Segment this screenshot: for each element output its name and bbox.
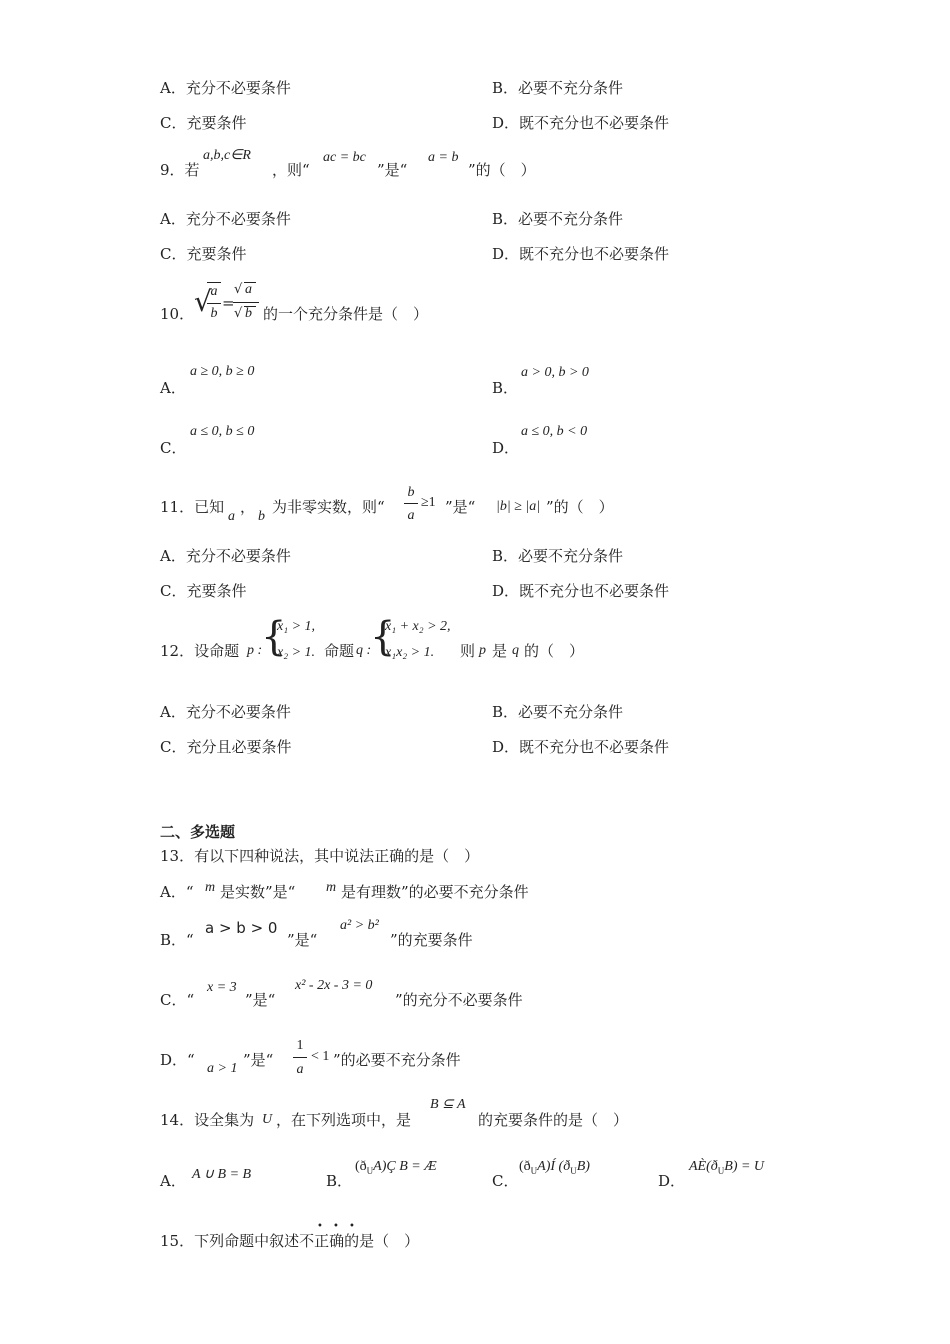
q10-option-c-label: C． — [160, 439, 187, 457]
emphasis-dot-icon: • — [333, 1221, 339, 1232]
q13-c-expr-2: x² - 2x - 3 = 0 — [295, 978, 373, 993]
q12-p1: x₁ > 1, — [277, 619, 316, 634]
q9-is: ”是“ — [377, 161, 408, 179]
q13-d-mid: ”是“ — [243, 1051, 274, 1069]
q13-a-pre: A．“ — [160, 883, 194, 901]
sqrt-icon: √ — [194, 285, 212, 318]
q14-option-d-label: D． — [658, 1172, 686, 1190]
emphasis-dot-icon: • — [317, 1221, 323, 1232]
q9-condition: a,b,c∈R — [203, 148, 251, 163]
q13-b-expr-2: a² > b² — [340, 918, 379, 933]
q11-var-b: b — [258, 509, 265, 524]
q11-mid: 为非零实数，则“ — [272, 498, 385, 516]
q11-abs: |b| ≥ |a| — [496, 499, 541, 514]
q10-option-a-label: A． — [160, 379, 186, 397]
left-brace-icon: { — [261, 614, 287, 660]
q12-q2: x₁x₂ > 1. — [385, 645, 435, 660]
q12-tail-pre: 则 — [460, 642, 476, 660]
q8-option-c: C．充要条件 — [160, 114, 247, 132]
q13-b-pre: B．“ — [160, 931, 194, 949]
q13-b-expr-1: a > b > 0 — [205, 919, 278, 937]
q8-option-d: D．既不充分也不必要条件 — [492, 114, 670, 132]
q13-b-tail: ”的充要条件 — [390, 931, 473, 949]
q10-lhs-numerator: a — [210, 284, 218, 299]
q11-var-a: a — [228, 509, 235, 524]
q14-option-c: $(ð_UA)Í$ $(ð_UB)$ — [519, 1159, 590, 1176]
q12-option-c: C．充分且必要条件 — [160, 738, 292, 756]
q9-tail: ”的（ ） — [468, 161, 536, 179]
q13-a-tail: 是有理数”的必要不充分条件 — [341, 883, 529, 901]
q13-c-expr-1: x = 3 — [207, 980, 237, 995]
q13-a-m2: m — [326, 880, 337, 895]
q10-option-d-label: D． — [492, 439, 520, 457]
q12-option-a: A．充分不必要条件 — [160, 703, 291, 721]
q10-option-b: a > 0, b > 0 — [521, 365, 589, 380]
q12-p2: x₂ > 1. — [277, 645, 316, 660]
q13-d-tail: ”的必要不充分条件 — [333, 1051, 461, 1069]
q13-a-m1: m — [205, 880, 216, 895]
q12-tail: 的（ ） — [524, 642, 585, 660]
q13-c-tail: ”的充分不必要条件 — [395, 991, 523, 1009]
q13-b-mid: ”是“ — [287, 931, 318, 949]
q11-ge1: ≥1 — [421, 495, 436, 510]
q14-U: U — [262, 1112, 273, 1127]
q9-option-a: A．充分不必要条件 — [160, 210, 291, 228]
q15-stem: 15．下列命题中叙述不正确的是（ ） — [160, 1232, 420, 1250]
sqrt-icon: √ — [234, 306, 243, 321]
q8-option-a: A．充分不必要条件 — [160, 79, 291, 97]
q14-option-a-label: A． — [160, 1172, 186, 1190]
q14-expr: B ⊆ A — [430, 1097, 466, 1112]
q13-c-mid: ”是“ — [245, 991, 276, 1009]
q13-c-pre: C．“ — [160, 991, 195, 1009]
q14-option-a: A ∪ B = B — [192, 1167, 252, 1182]
q13-d-den: a — [296, 1062, 304, 1077]
q9-then: ，则“ — [272, 161, 310, 179]
q9-number: 9．若 — [160, 161, 200, 179]
q8-option-b: B．必要不充分条件 — [492, 79, 624, 97]
q11-option-c: C．充要条件 — [160, 582, 247, 600]
q12-option-d: D．既不充分也不必要条件 — [492, 738, 670, 756]
q9-option-d: D．既不充分也不必要条件 — [492, 245, 670, 263]
section-title: 二、多选题 — [160, 823, 236, 841]
q14-stem-pre: 14．设全集为 — [160, 1111, 255, 1129]
q14-stem-mid: ，在下列选项中，是 — [276, 1111, 412, 1129]
q10-equals: = — [222, 294, 235, 312]
q13-stem: 13．有以下四种说法，其中说法正确的是（ ） — [160, 847, 480, 865]
q13-d-num: 1 — [296, 1038, 304, 1053]
q14-option-b-label: B． — [326, 1172, 353, 1190]
q11-option-b: B．必要不充分条件 — [492, 547, 624, 565]
q10-rhs-denominator: b — [245, 306, 252, 321]
q10-option-d: a ≤ 0, b < 0 — [521, 424, 588, 439]
q12-number: 12．设命题 — [160, 642, 240, 660]
q12-tail-is: 是 — [492, 642, 508, 660]
q10-tail: 的一个充分条件是（ ） — [263, 305, 429, 323]
q12-p: p : — [247, 643, 263, 658]
q11-is: ”是“ — [445, 498, 476, 516]
emphasis-dot-icon: • — [349, 1221, 355, 1232]
left-brace-icon: { — [370, 614, 396, 660]
q12-tail-p: p — [479, 643, 486, 658]
q10-option-a: a ≥ 0, b ≥ 0 — [190, 364, 255, 379]
q11-tail: ”的（ ） — [546, 498, 614, 516]
q10-number: 10． — [160, 305, 195, 323]
q9-expr-2: a = b — [428, 150, 459, 165]
q14-stem-tail: 的充要条件的是（ ） — [478, 1111, 629, 1129]
q12-q: q : — [356, 643, 372, 658]
q13-a-mid: 是实数”是“ — [220, 883, 296, 901]
q14-option-b: $(ð_UA)Ç$ B = Æ — [355, 1159, 437, 1176]
q11-option-a: A．充分不必要条件 — [160, 547, 291, 565]
q9-expr-1: ac = bc — [323, 150, 366, 165]
sqrt-icon: √ — [234, 282, 243, 297]
q9-option-b: B．必要不充分条件 — [492, 210, 624, 228]
emphasis-mark: 不正确 — [299, 1232, 345, 1250]
q12-option-b: B．必要不充分条件 — [492, 703, 624, 721]
q9-option-c: C．充要条件 — [160, 245, 247, 263]
q13-d-expr-1: a > 1 — [207, 1061, 238, 1076]
q14-option-c-label: C． — [492, 1172, 519, 1190]
q12-tail-q: q — [512, 643, 519, 658]
q11-option-d: D．既不充分也不必要条件 — [492, 582, 670, 600]
q13-d-pre: D．“ — [160, 1051, 195, 1069]
q11-number: 11．已知 — [160, 498, 225, 516]
q11-frac-num: b — [407, 485, 415, 500]
q10-option-c: a ≤ 0, b ≤ 0 — [190, 424, 255, 439]
q10-rhs-numerator: a — [245, 282, 252, 297]
q13-d-lt: < 1 — [311, 1049, 330, 1064]
q12-q1: x₁ + x₂ > 2, — [385, 619, 451, 634]
q10-option-b-label: B． — [492, 379, 519, 397]
q14-option-d: $AÈ(ð_UB) = U$ — [689, 1159, 765, 1176]
q11-sep: ， — [240, 498, 256, 516]
q11-frac-den: a — [407, 508, 415, 523]
q12-mid: 命题 — [324, 642, 355, 660]
q10-lhs-denominator: b — [210, 306, 218, 321]
